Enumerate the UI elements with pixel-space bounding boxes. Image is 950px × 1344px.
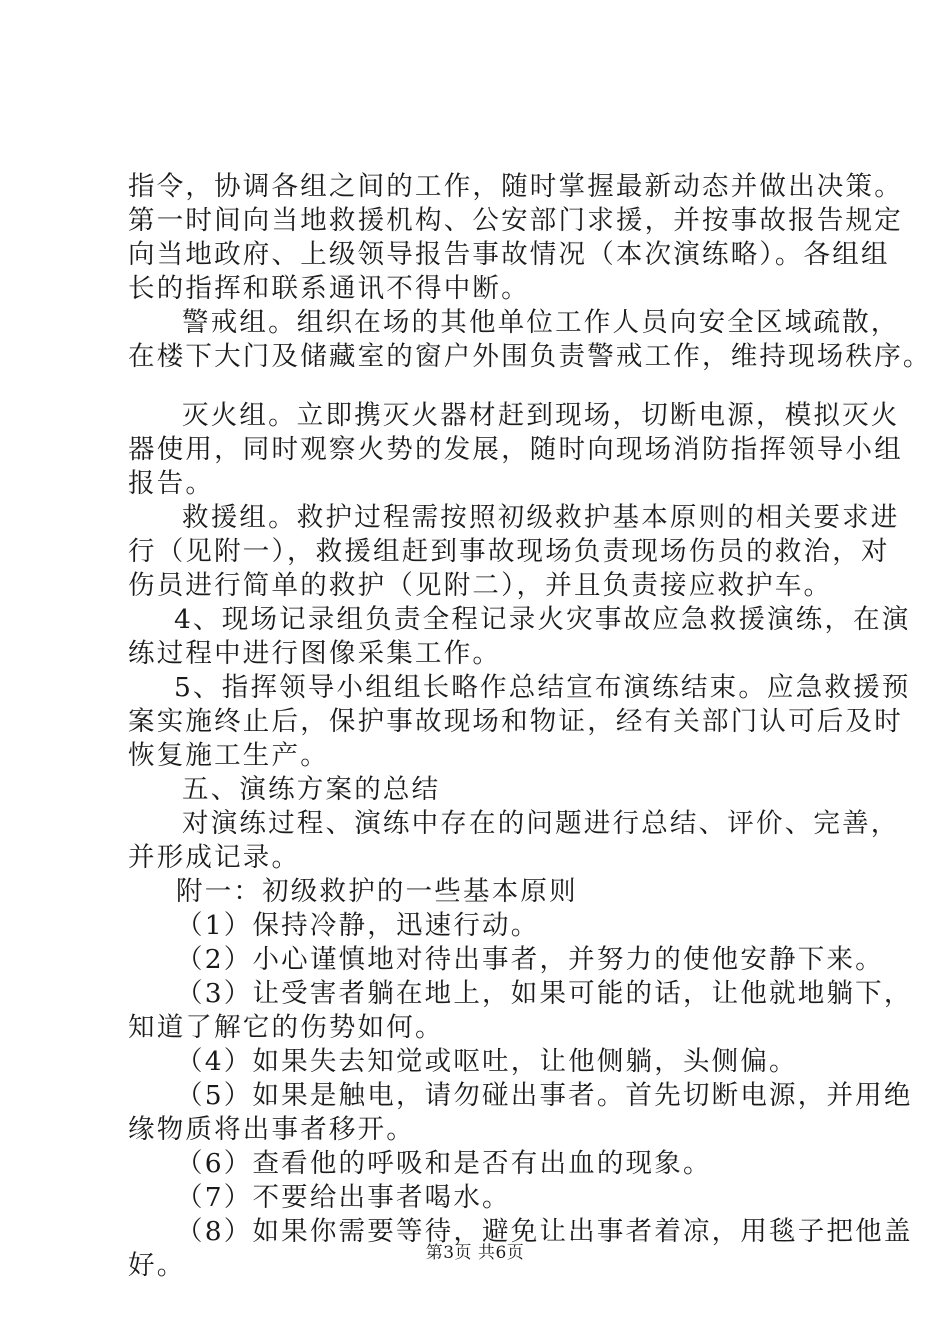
body-line: 器使用，同时观察火势的发展，随时向现场消防指挥领导小组 (128, 434, 903, 465)
body-line: 长的指挥和联系通讯不得中断。 (128, 273, 530, 304)
body-line: 行（见附一），救援组赶到事故现场负责现场伤员的救治，对 (128, 536, 890, 567)
body-line: 在楼下大门及储藏室的窗户外围负责警戒工作，维持现场秩序。 (128, 341, 932, 372)
list-item-continuation: 知道了解它的伤势如何。 (128, 1012, 444, 1043)
appendix-heading: 附一：初级救护的一些基本原则 (176, 876, 578, 907)
list-item: （8）如果你需要等待，避免让出事者着凉，用毯子把他盖 (176, 1216, 913, 1247)
body-line: 警戒组。组织在场的其他单位工作人员向安全区域疏散， (182, 307, 900, 338)
body-line: 对演练过程、演练中存在的问题进行总结、评价、完善， (182, 808, 900, 839)
body-line: 4、现场记录组负责全程记录火灾事故应急救援演练，在演 (174, 604, 911, 635)
body-line: 5、指挥领导小组组长略作总结宣布演练结束。应急救援预 (174, 672, 911, 703)
body-line: 并形成记录。 (128, 842, 301, 873)
section-heading: 五、演练方案的总结 (182, 774, 441, 805)
list-item-continuation: 好。 (128, 1250, 186, 1281)
page-footer: 第3页 共6页 (425, 1243, 525, 1263)
body-line: 救援组。救护过程需按照初级救护基本原则的相关要求进 (182, 502, 900, 533)
body-line: 恢复施工生产。 (128, 740, 329, 771)
list-item: （2）小心谨慎地对待出事者，并努力的使他安静下来。 (176, 944, 884, 975)
body-line: 向当地政府、上级领导报告事故情况（本次演练略）。各组组 (128, 239, 890, 270)
list-item-continuation: 缘物质将出事者移开。 (128, 1114, 415, 1145)
list-item: （3）让受害者躺在地上，如果可能的话，让他就地躺下， (176, 978, 913, 1009)
list-item: （7）不要给出事者喝水。 (176, 1182, 511, 1213)
list-item: （4）如果失去知觉或呕吐，让他侧躺，头侧偏。 (176, 1046, 798, 1077)
body-line: 指令，协调各组之间的工作，随时掌握最新动态并做出决策。 (128, 171, 903, 202)
body-line: 灭火组。立即携灭火器材赶到现场，切断电源，模拟灭火 (182, 400, 900, 431)
list-item: （5）如果是触电，请勿碰出事者。首先切断电源，并用绝 (176, 1080, 913, 1111)
body-line: 伤员进行简单的救护（见附二），并且负责接应救护车。 (128, 570, 833, 601)
body-line: 报告。 (128, 468, 215, 499)
body-line: 第一时间向当地救援机构、公安部门求援，并按事故报告规定 (128, 205, 903, 236)
list-item: （6）查看他的呼吸和是否有出血的现象。 (176, 1148, 712, 1179)
body-line: 练过程中进行图像采集工作。 (128, 638, 502, 669)
list-item: （1）保持冷静，迅速行动。 (176, 910, 540, 941)
body-line: 案实施终止后，保护事故现场和物证，经有关部门认可后及时 (128, 706, 903, 737)
